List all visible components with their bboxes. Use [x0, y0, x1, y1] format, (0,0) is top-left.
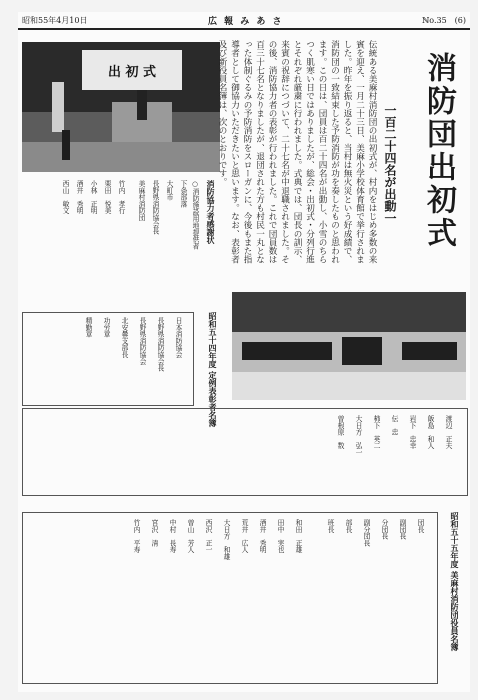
page-header [18, 12, 470, 30]
roster-1979-table [22, 312, 194, 406]
article-body: 伝統ある美麻村消防団の出初式が、村内をはじめ多数の来賓を迎え、一月二十三日、美麻小学校体育館で挙行されました。昨年を振り返ると、当村は無火災という好成績で、消防団の一致結束した予防消防が功を奏したものと思われます。この日は、団員は百二十四名が出動し、小雪のちらつく肌寒い日ではありましたが、総会・出初式・分列行進とそれぞれ厳粛に行われました。式典では、団長の訓示、来賓の祝辞につづいて、二十七名が中退職されました。その後、消防協力者の表彰が行われました。これで団員数は百三十七名となりましたが、退団された方も村民一丸となった体制ぐるみの予防消防をスローガンに、今後もまた指導者として御協力いただきたいと思います。なお、表彰者及び新役員名簿は、次のとおりです。 [217, 40, 377, 264]
roster-1980-group-4: 副分団長 [362, 519, 370, 547]
roster-1979-group-3: 長野県消防協会 [138, 317, 146, 365]
roster-1979-group-1: 日本消防協会 [174, 317, 182, 358]
roster-1980-name-3: 酒井 秀明 [258, 519, 266, 553]
roster-1980-name-1: 和田 正雄 [294, 519, 302, 553]
roster-1979-name-1: 渡辺 正夫 [444, 415, 452, 449]
thanks-line-1: ○消防施設用地提供者 [191, 180, 199, 250]
article-subtitle: 一百二十四名が出動一 [383, 104, 397, 224]
header-date: 昭和55年4月10日 [22, 16, 88, 25]
thanks-name-1: 竹内 孝行 [117, 180, 125, 214]
roster-1980-name-5: 大日方 和雄 [222, 519, 230, 560]
roster-1979-names [22, 408, 468, 496]
roster-1980-name-2: 田中 実也 [276, 519, 284, 553]
thanks-name-3: 小林 正明 [89, 180, 97, 214]
thanks-name-5: 西山 敏文 [61, 180, 69, 214]
ceremony-photo [22, 42, 220, 172]
thanks-name-4: 酒井 秀明 [75, 180, 83, 214]
roster-1980-group-5: 部長 [344, 519, 352, 533]
parade-photo [232, 292, 466, 400]
thanks-line-2: 下条部落 [179, 180, 187, 208]
roster-1979-group-2: 長野県消防協会長 [156, 317, 164, 372]
roster-1980-name-4: 荒井 広人 [240, 519, 248, 553]
header-issue: ℕo.35 (6) [421, 16, 466, 25]
article-title: 消防団出初式 [421, 52, 456, 250]
roster-1980-group-2: 副団長 [398, 519, 406, 540]
roster-1979-heading: 昭和五十四年度 定例表彰者名簿 [208, 312, 218, 427]
roster-1979-group-4: 北安曇支部長 [120, 317, 128, 358]
roster-1979-name-4: 伝 忠 [390, 415, 398, 436]
thanks-name-2: 栗田 悦美 [103, 180, 111, 214]
header-publication: 広 報 み あ さ [208, 17, 284, 27]
roster-1980-name-7: 曽山 芳人 [186, 519, 194, 553]
roster-1979-name-5: 柿下 英二 [372, 415, 380, 449]
roster-1980-table [22, 512, 438, 684]
thanks-line-5: 美麻村消防団 [137, 180, 145, 221]
roster-1979-group-5: 功労章 [102, 317, 110, 338]
roster-1980-group-6: 班長 [326, 519, 334, 533]
roster-1980-name-10: 竹内 平寿 [132, 519, 140, 553]
parade-photo-art [232, 292, 466, 400]
ceremony-photo-art [22, 42, 220, 172]
roster-1980-heading: 昭和五十五年度 美麻村消防団役員名簿 [450, 512, 460, 651]
thanks-heading: 消防協力者感謝状 [206, 180, 216, 244]
newsletter-page [18, 12, 470, 692]
roster-1979-name-6: 大日方 弘一 [354, 415, 362, 456]
roster-1979-name-7: 曽根原 数 [336, 415, 344, 449]
roster-1980-group-3: 分団長 [380, 519, 388, 540]
roster-1979-name-3: 岩下 忠幸 [408, 415, 416, 449]
roster-1979-group-6: 精勤章 [84, 317, 92, 338]
svg-text:出 初 式: 出 初 式 [107, 65, 157, 80]
thanks-line-3: 大町市 [165, 180, 173, 201]
thanks-line-4: 長野県消防協会長 [151, 180, 159, 235]
roster-1980-name-8: 中村 長寿 [168, 519, 176, 553]
roster-1980-group-1: 団長 [416, 519, 424, 533]
roster-1980-name-6: 西沢 正一 [204, 519, 212, 553]
roster-1979-name-2: 飯島 和人 [426, 415, 434, 449]
roster-1980-name-9: 宮沢 清 [150, 519, 158, 547]
